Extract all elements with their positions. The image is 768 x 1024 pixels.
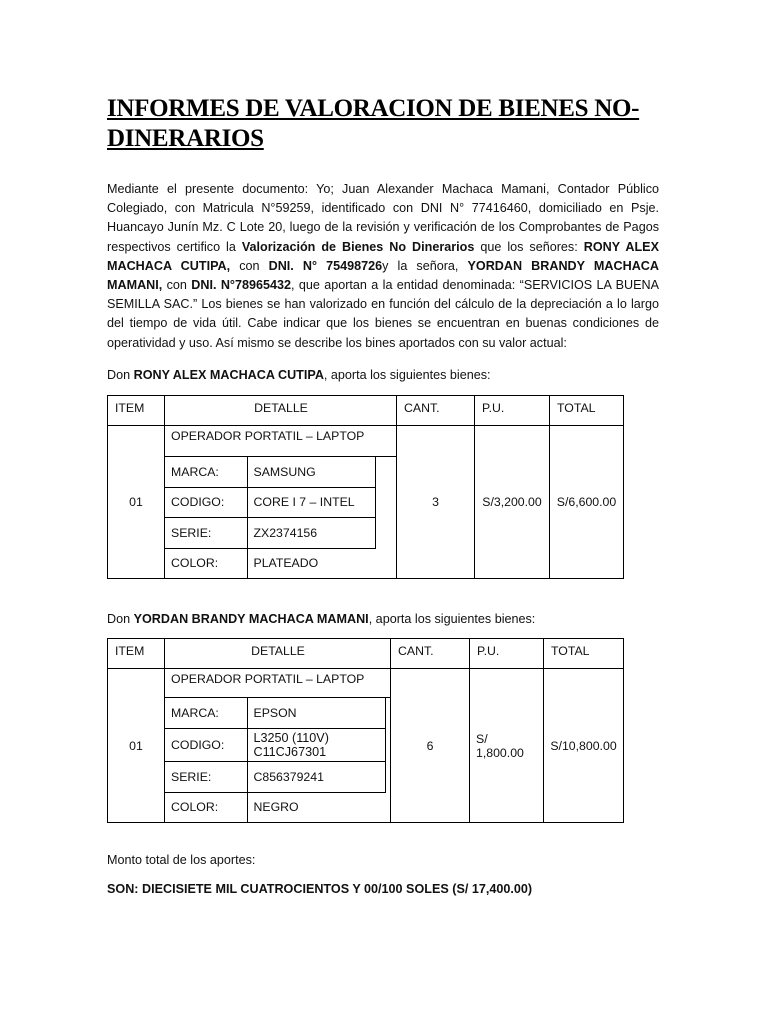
table-row <box>108 426 624 579</box>
document-title: INFORMES DE VALORACION DE BIENES NO-DINERARIOS <box>107 95 640 152</box>
section2-prefix: Don <box>107 612 134 626</box>
header-total: TOTAL <box>544 639 624 669</box>
detalle-inner-table <box>165 426 396 578</box>
intro-paragraph <box>107 180 659 353</box>
item-description: OPERADOR PORTATIL – LAPTOP <box>165 669 390 697</box>
codigo-line-1: L3250 (110V) <box>253 730 329 745</box>
table-header-row <box>108 396 624 426</box>
marca-label: MARCA: <box>165 697 247 728</box>
paragraph-bold-name-2: YORDAN BRANDY MACHACA MAMANI, <box>107 258 659 293</box>
color-label: COLOR: <box>165 792 247 822</box>
pu-line-2: 1,800.00 <box>476 745 524 760</box>
detalle-cell <box>165 669 391 823</box>
pu-line-1: S/ <box>476 731 488 746</box>
section2-suffix: , aporta los siguientes bienes: <box>368 612 536 626</box>
item-number: 01 <box>108 669 165 823</box>
paragraph-bold-valorizacion: Valorización de Bienes No Dinerarios <box>241 239 475 254</box>
codigo-line-2: C11CJ67301 <box>253 744 327 759</box>
section1-suffix: , aporta los siguientes bienes: <box>323 368 491 382</box>
codigo-label: CODIGO: <box>165 487 247 517</box>
section1-name: RONY ALEX MACHACA CUTIPA <box>133 368 324 382</box>
serie-value: ZX2374156 <box>247 517 375 548</box>
section2-intro <box>107 610 535 628</box>
paragraph-text: y la señora, <box>382 258 468 273</box>
header-detalle: DETALLE <box>165 639 391 669</box>
total-value: S/10,800.00 <box>544 669 624 823</box>
header-item: ITEM <box>108 396 165 426</box>
header-pu: P.U. <box>475 396 550 426</box>
marca-label: MARCA: <box>165 456 247 487</box>
cant-value: 3 <box>397 426 475 579</box>
table-header-row <box>108 639 624 669</box>
serie-value: C856379241 <box>247 761 385 792</box>
paragraph-text: con <box>230 258 269 273</box>
assets-table-2 <box>107 638 624 823</box>
paragraph-text: Mediante el presente documento: Yo; Juan Alexander Machaca Mamani, Contador Público Colegiado, con Matricula N°59259, identificado con DNI N° 77416460, domiciliado en Psje. Huancayo Junín Mz. C Lote 20, luego de la revisión y verificación de los Comprobantes de Pagos respectivos certifico la <box>107 182 659 254</box>
cant-value: 6 <box>391 669 470 823</box>
header-cant: CANT. <box>391 639 470 669</box>
header-cant: CANT. <box>397 396 475 426</box>
total-value: S/6,600.00 <box>550 426 624 579</box>
section2-name: YORDAN BRANDY MACHACA MAMANI <box>133 612 369 626</box>
paragraph-text: con <box>162 278 192 293</box>
pu-value <box>470 669 544 823</box>
header-total: TOTAL <box>550 396 624 426</box>
son-line <box>107 882 532 896</box>
codigo-value: CORE I 7 – INTEL <box>247 487 375 517</box>
color-label: COLOR: <box>165 548 247 578</box>
header-detalle: DETALLE <box>165 396 397 426</box>
color-value: NEGRO <box>253 800 299 815</box>
assets-table-1 <box>107 395 624 579</box>
item-number: 01 <box>108 426 165 579</box>
marca-value: EPSON <box>247 697 385 728</box>
son-text: SON: DIECISIETE MIL CUATROCIENTOS Y 00/100 SOLES (S/ 17,400.00) <box>107 882 533 896</box>
pu-value: S/3,200.00 <box>475 426 550 579</box>
section1-prefix: Don <box>107 368 134 382</box>
paragraph-bold-dni-1: DNI. N° 75498726 <box>268 258 383 273</box>
paragraph-text: , que aportan a la entidad denominada: “SERVICIOS LA BUENA SEMILLA SAC.” Los bienes se han valorizado en función del cálculo de la depreciación a lo largo del tiempo de vida útil. Cabe indicar que los bienes se encuentran en buenas condiciones de operatividad y uso. Así mismo se describe los bines aportados con su valor actual: <box>107 278 659 350</box>
paragraph-text: que los señores: <box>474 239 584 254</box>
marca-value: SAMSUNG <box>247 456 375 487</box>
item-description: OPERADOR PORTATIL – LAPTOP <box>165 426 396 456</box>
detalle-inner-table <box>165 669 390 822</box>
header-item: ITEM <box>108 639 165 669</box>
section1-intro <box>107 366 491 384</box>
header-pu: P.U. <box>470 639 544 669</box>
color-value: PLATEADO <box>253 556 319 571</box>
paragraph-bold-dni-2: DNI. N°78965432 <box>191 278 291 293</box>
monto-total-label: Monto total de los aportes: <box>107 853 256 867</box>
table-row <box>108 669 624 823</box>
codigo-label: CODIGO: <box>165 728 247 761</box>
codigo-value <box>247 728 385 761</box>
serie-label: SERIE: <box>165 761 247 792</box>
serie-label: SERIE: <box>165 517 247 548</box>
detalle-cell <box>165 426 397 579</box>
paragraph-bold-name-1: RONY ALEX MACHACA CUTIPA, <box>107 239 659 273</box>
